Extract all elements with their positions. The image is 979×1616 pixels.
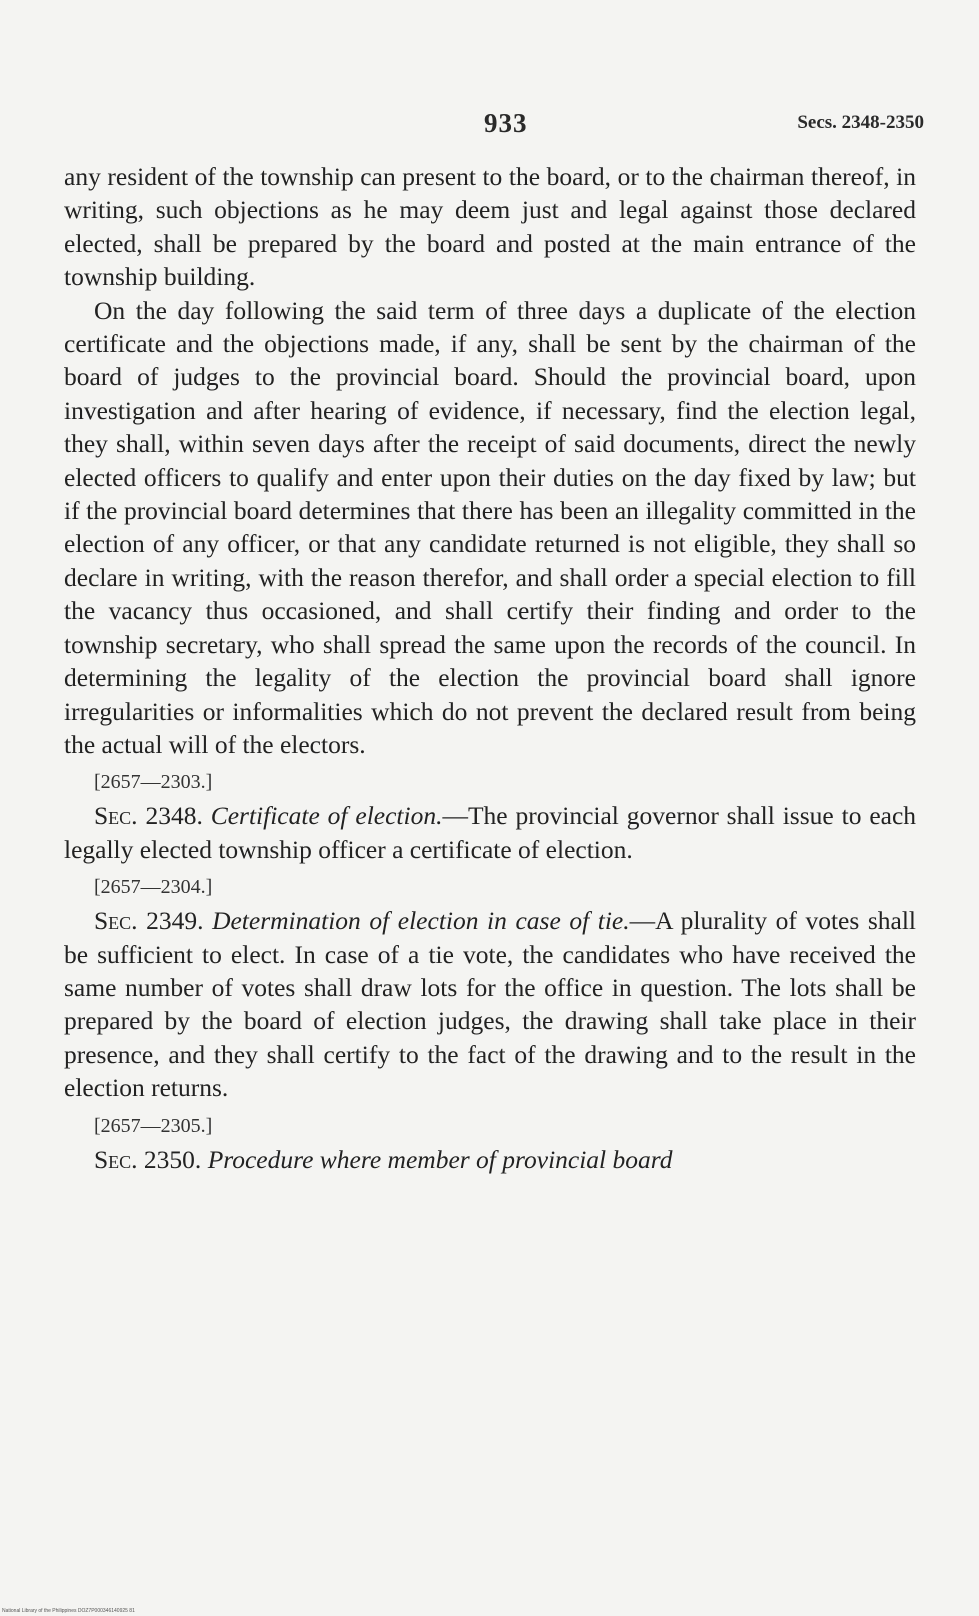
page-number: 933 <box>484 108 528 138</box>
citation: [2657—2303.] <box>94 771 213 794</box>
section-text: —The provincial governor shall issue to each legally elected township officer a certificate of election. <box>64 801 917 864</box>
section-heading: Certificate of election. <box>210 801 443 831</box>
section-2349 <box>64 904 916 1104</box>
section-2348 <box>64 799 916 866</box>
source-footer: National Library of the Philippines DOZ7P000346140925 81 <box>2 1608 135 1614</box>
section-heading: Determination of election in case of tie. <box>212 906 630 936</box>
section-label: Sec. 2348. <box>94 801 203 831</box>
paragraph-continuation: any resident of the township can present to the board, or to the chairman thereof, in writing, such objections as he may deem just and legal against those declared elected, shall be prepared by the board and posted at the main entrance of the township building. <box>64 162 916 292</box>
page-header <box>64 108 924 142</box>
section-heading: Procedure where member of provincial board <box>207 1144 673 1174</box>
paragraph-provincial-board: On the day following the said term of three days a duplicate of the election certificate and the objections made, if any, shall be sent by the chairman of the board of judges to the provincial board. Should the provincial board, upon investigation and after hearing of evidence, if necessary, find the election legal, they shall, within seven days after the receipt of said documents, direct the newly elected officers to qualify and enter upon their duties on the day fixed by law; but if the provincial board determines that there has been an illegality committed in the election of any officer, or that any candidate returned is not eligible, they shall so declare in writing, with the reason therefor, and shall order a special election to fill the vacancy thus occasioned, and shall certify their finding and order to the township secretary, who shall spread the same upon the records of the council. In determining the legality of the election the provincial board shall ignore irregularities or informalities which do not prevent the declared result from being the actual will of the electors. <box>64 295 916 759</box>
section-text: —A plurality of votes shall be sufficient to elect. In case of a tie vote, the candidates who have received the same number of votes shall draw lots for the office in question. The lots shall be prepared by the board of election judges, the drawing shall take place in their presence, and they shall certify to the fact of the drawing and to the result in the election returns. <box>64 906 916 1103</box>
citation: [2657—2305.] <box>94 1114 213 1137</box>
body-text <box>64 160 916 1176</box>
citation: [2657—2304.] <box>94 876 213 899</box>
section-range: Secs. 2348-2350 <box>797 112 924 133</box>
section-2350 <box>64 1143 916 1176</box>
section-label: Sec. 2349. <box>94 906 204 936</box>
section-label: Sec. 2350. <box>94 1144 202 1174</box>
